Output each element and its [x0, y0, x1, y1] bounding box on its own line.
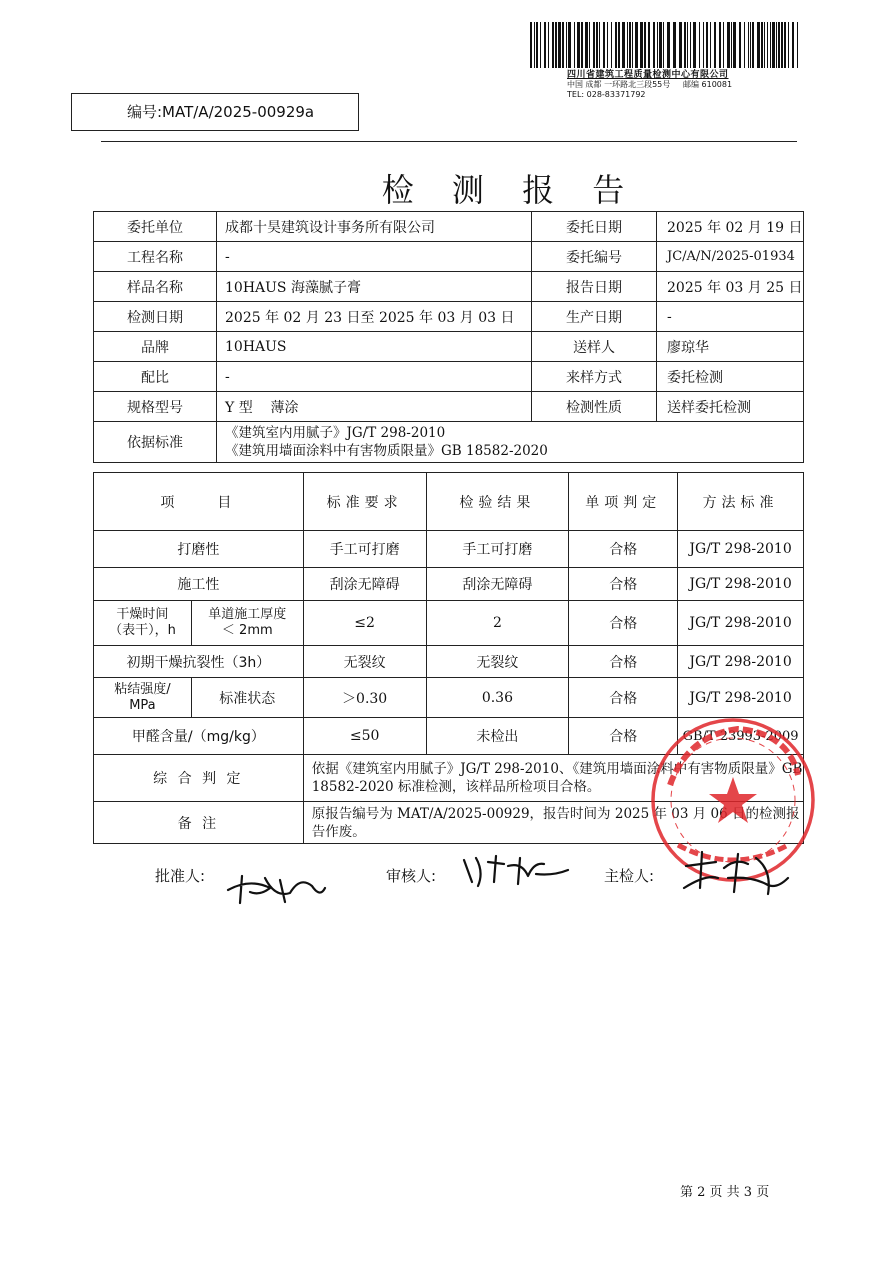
commission-date-value: 2025 年 02 月 19 日 [657, 212, 804, 242]
reviewer-signature [458, 852, 573, 892]
commission-no-label: 委托编号 [532, 242, 657, 272]
commission-date-label: 委托日期 [532, 212, 657, 242]
row-result: 无裂纹 [426, 646, 569, 678]
conclusion-text: 依据《建筑室内用腻子》JG/T 298-2010、《建筑用墙面涂料中有害物质限量》GB 18582-2020 标准检测，该样品所检项目合格。 [303, 755, 803, 802]
row-verdict: 合格 [569, 646, 678, 678]
report-date-value: 2025 年 03 月 25 日 [657, 272, 804, 302]
spec-value: Y 型 薄涂 [217, 392, 532, 422]
row-requirement: ＞0.30 [303, 678, 426, 718]
lab-info [567, 70, 797, 100]
sender-label: 送样人 [532, 332, 657, 362]
row-result: 手工可打磨 [426, 531, 569, 568]
reviewer-label: 审核人: [386, 867, 437, 885]
table-row [94, 568, 804, 601]
barcode [530, 22, 798, 68]
results-header-row [94, 473, 804, 531]
table-row [94, 646, 804, 678]
row-verdict: 合格 [569, 718, 678, 755]
row-verdict: 合格 [569, 568, 678, 601]
row-item-group: 干燥时间 （表干），h [94, 601, 192, 646]
standard-line-2: 《建筑用墙面涂料中有害物质限量》GB 18582-2020 [225, 443, 548, 459]
row-result: 刮涂无障碍 [426, 568, 569, 601]
remark-text: 原报告编号为 MAT/A/2025-00929，报告时间为 2025 年 03 月 06 日的检测报告作废。 [303, 802, 803, 844]
header-verdict: 单项判定 [569, 473, 678, 531]
row-item: 初期干燥抗裂性（3h） [94, 646, 304, 678]
row-requirement: 手工可打磨 [303, 531, 426, 568]
row-item-sub: 标准状态 [191, 678, 303, 718]
table-row [94, 678, 804, 718]
row-method: GB/T 23993-2009 [678, 718, 804, 755]
project-value: - [217, 242, 532, 272]
sampling-value: 委托检测 [657, 362, 804, 392]
conclusion-label: 综 合 判 定 [94, 755, 304, 802]
row-requirement: 无裂纹 [303, 646, 426, 678]
header-rule [101, 141, 797, 142]
report-serial-number: 编号:MAT/A/2025-00929a [71, 93, 359, 131]
approver-signature [220, 868, 330, 908]
project-label: 工程名称 [94, 242, 217, 272]
sample-label: 样品名称 [94, 272, 217, 302]
row-item: 施工性 [94, 568, 304, 601]
standard-line-1: 《建筑室内用腻子》JG/T 298-2010 [225, 425, 446, 441]
row-verdict: 合格 [569, 531, 678, 568]
approver-label: 批准人: [155, 867, 206, 885]
report-date-label: 报告日期 [532, 272, 657, 302]
row-item-sub: 单道施工厚度 ＜ 2mm [191, 601, 303, 646]
table-row [94, 531, 804, 568]
page-number: 第 2 页 共 3 页 [680, 1185, 770, 1200]
nature-value: 送样委托检测 [657, 392, 804, 422]
lab-name: 四川省建筑工程质量检测中心有限公司 [567, 70, 729, 80]
row-result: 未检出 [426, 718, 569, 755]
ratio-label: 配比 [94, 362, 217, 392]
header-item: 项 目 [94, 473, 304, 531]
inspector-label: 主检人: [604, 867, 655, 885]
row-item: 甲醛含量/（mg/kg） [94, 718, 304, 755]
sender-value: 廖琼华 [657, 332, 804, 362]
standard-label: 依据标准 [94, 422, 217, 463]
row-requirement: 刮涂无障碍 [303, 568, 426, 601]
test-date-label: 检测日期 [94, 302, 217, 332]
row-verdict: 合格 [569, 678, 678, 718]
lab-address: 中国 成都 一环路北三段55号 邮编 610081 [567, 80, 733, 89]
row-method: JG/T 298-2010 [678, 646, 804, 678]
report-title: 检 测 报 告 [381, 171, 639, 209]
row-method: JG/T 298-2010 [678, 601, 804, 646]
row-requirement: ≤50 [303, 718, 426, 755]
test-date-value: 2025 年 02 月 23 日至 2025 年 03 月 03 日 [217, 302, 532, 332]
header-result: 检验结果 [426, 473, 569, 531]
production-date-value: - [657, 302, 804, 332]
ratio-value: - [217, 362, 532, 392]
client-label: 委托单位 [94, 212, 217, 242]
production-date-label: 生产日期 [532, 302, 657, 332]
brand-value: 10HAUS [217, 332, 532, 362]
commission-no-value: JC/A/N/2025-01934 [657, 242, 804, 272]
row-item: 打磨性 [94, 531, 304, 568]
row-method: JG/T 298-2010 [678, 568, 804, 601]
row-method: JG/T 298-2010 [678, 531, 804, 568]
header-method: 方法标准 [678, 473, 804, 531]
lab-tel: TEL: 028-83371792 [567, 90, 646, 99]
row-item-group: 粘结强度/ MPa [94, 678, 192, 718]
row-method: JG/T 298-2010 [678, 678, 804, 718]
sample-value: 10HAUS 海藻腻子膏 [217, 272, 532, 302]
brand-label: 品牌 [94, 332, 217, 362]
info-table [93, 211, 804, 463]
row-result: 2 [426, 601, 569, 646]
inspector-signature [676, 848, 796, 900]
spec-label: 规格型号 [94, 392, 217, 422]
client-value: 成都十昊建筑设计事务所有限公司 [217, 212, 532, 242]
standard-value [217, 422, 804, 463]
header-requirement: 标准要求 [303, 473, 426, 531]
remark-label: 备 注 [94, 802, 304, 844]
table-row [94, 601, 804, 646]
row-result: 0.36 [426, 678, 569, 718]
nature-label: 检测性质 [532, 392, 657, 422]
row-requirement: ≤2 [303, 601, 426, 646]
sampling-label: 来样方式 [532, 362, 657, 392]
row-verdict: 合格 [569, 601, 678, 646]
